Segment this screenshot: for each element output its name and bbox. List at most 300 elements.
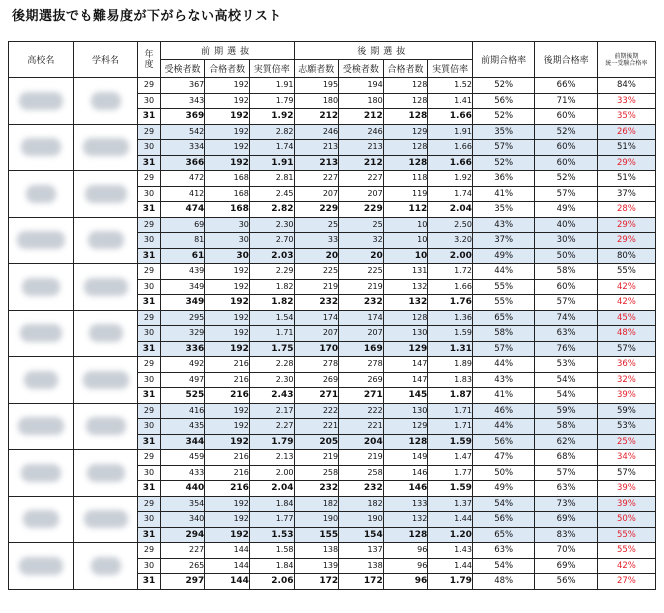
late-exam-cell: 225 xyxy=(339,264,384,280)
late-apply-cell: 271 xyxy=(294,388,339,404)
late-rate-cell: 50% xyxy=(535,248,597,264)
year-cell: 30 xyxy=(138,326,160,342)
admissions-table xyxy=(8,41,656,590)
late-ratio-cell: 1.89 xyxy=(428,357,473,373)
late-pass-cell: 10 xyxy=(383,233,428,249)
late-rate-cell: 49% xyxy=(535,202,597,218)
early-pass-cell: 216 xyxy=(205,465,250,481)
col-header-late-pass: 合格者数 xyxy=(383,60,428,78)
late-pass-cell: 132 xyxy=(383,295,428,311)
year-cell: 30 xyxy=(138,512,160,528)
early-exam-cell: 340 xyxy=(160,512,205,528)
late-apply-cell: 221 xyxy=(294,419,339,435)
school-name-cell xyxy=(9,310,74,357)
early-exam-cell: 349 xyxy=(160,295,205,311)
late-pass-cell: 128 xyxy=(383,434,428,450)
dept-name-cell xyxy=(73,357,138,404)
early-exam-cell: 492 xyxy=(160,357,205,373)
early-exam-cell: 227 xyxy=(160,543,205,559)
late-exam-cell: 190 xyxy=(339,512,384,528)
late-exam-cell: 172 xyxy=(339,574,384,590)
dept-name-cell xyxy=(73,496,138,543)
late-apply-cell: 170 xyxy=(294,341,339,357)
table-body xyxy=(9,78,656,590)
col-header-late-apply: 志願者数 xyxy=(294,60,339,78)
early-exam-cell: 412 xyxy=(160,186,205,202)
year-cell: 31 xyxy=(138,341,160,357)
late-rate-cell: 74% xyxy=(535,310,597,326)
early-exam-cell: 329 xyxy=(160,326,205,342)
late-ratio-cell: 1.66 xyxy=(428,155,473,171)
early-exam-cell: 416 xyxy=(160,403,205,419)
redacted-dept-name xyxy=(91,557,121,575)
late-pass-cell: 96 xyxy=(383,558,428,574)
early-exam-cell: 81 xyxy=(160,233,205,249)
early-exam-cell: 474 xyxy=(160,202,205,218)
early-rate-cell: 56% xyxy=(472,434,534,450)
table-row xyxy=(9,124,656,140)
early-ratio-cell: 2.28 xyxy=(249,357,294,373)
late-rate-cell: 54% xyxy=(535,388,597,404)
early-ratio-cell: 2.03 xyxy=(249,248,294,264)
redacted-school-name xyxy=(17,231,65,249)
year-cell: 31 xyxy=(138,155,160,171)
redacted-school-name xyxy=(22,278,60,296)
col-header-early-ratio: 実質倍率 xyxy=(249,60,294,78)
early-rate-cell: 52% xyxy=(472,155,534,171)
early-rate-cell: 44% xyxy=(472,357,534,373)
late-exam-cell: 182 xyxy=(339,496,384,512)
group-header-late: 後期選抜 xyxy=(294,42,472,60)
unified-rate-cell: 27% xyxy=(597,574,655,590)
late-ratio-cell: 1.59 xyxy=(428,434,473,450)
early-rate-cell: 41% xyxy=(472,186,534,202)
late-apply-cell: 219 xyxy=(294,450,339,466)
col-header-year-line1: 年 xyxy=(144,49,154,60)
early-exam-cell: 61 xyxy=(160,248,205,264)
late-apply-cell: 278 xyxy=(294,357,339,373)
year-cell: 30 xyxy=(138,465,160,481)
year-cell: 30 xyxy=(138,233,160,249)
early-pass-cell: 216 xyxy=(205,388,250,404)
late-apply-cell: 219 xyxy=(294,279,339,295)
early-rate-cell: 49% xyxy=(472,248,534,264)
late-rate-cell: 68% xyxy=(535,450,597,466)
group-header-early: 前期選抜 xyxy=(160,42,294,60)
table-row xyxy=(9,496,656,512)
early-pass-cell: 192 xyxy=(205,124,250,140)
col-header-late-ratio: 実質倍率 xyxy=(428,60,473,78)
late-pass-cell: 119 xyxy=(383,186,428,202)
late-pass-cell: 146 xyxy=(383,465,428,481)
late-exam-cell: 269 xyxy=(339,372,384,388)
late-rate-cell: 53% xyxy=(535,357,597,373)
early-rate-cell: 50% xyxy=(472,465,534,481)
early-exam-cell: 69 xyxy=(160,217,205,233)
early-rate-cell: 57% xyxy=(472,341,534,357)
redacted-school-name xyxy=(20,324,62,342)
page-title: 後期選抜でも難易度が下がらない高校リスト xyxy=(12,9,282,24)
unified-rate-cell: 34% xyxy=(597,450,655,466)
late-pass-cell: 130 xyxy=(383,403,428,419)
late-ratio-cell: 1.66 xyxy=(428,279,473,295)
unified-rate-cell: 84% xyxy=(597,78,655,94)
early-pass-cell: 168 xyxy=(205,171,250,187)
dept-name-cell xyxy=(73,264,138,311)
unified-rate-cell: 45% xyxy=(597,310,655,326)
late-rate-cell: 59% xyxy=(535,403,597,419)
late-ratio-cell: 1.59 xyxy=(428,481,473,497)
late-pass-cell: 128 xyxy=(383,140,428,156)
early-ratio-cell: 2.70 xyxy=(249,233,294,249)
unified-rate-cell: 42% xyxy=(597,295,655,311)
late-rate-cell: 63% xyxy=(535,481,597,497)
col-header-school: 高校名 xyxy=(9,42,74,78)
redacted-school-name xyxy=(26,185,56,203)
year-cell: 31 xyxy=(138,248,160,264)
early-pass-cell: 216 xyxy=(205,481,250,497)
dept-name-cell xyxy=(73,217,138,264)
early-ratio-cell: 1.74 xyxy=(249,140,294,156)
year-cell: 29 xyxy=(138,496,160,512)
early-ratio-cell: 2.30 xyxy=(249,372,294,388)
unified-rate-cell: 42% xyxy=(597,558,655,574)
school-name-cell xyxy=(9,403,74,450)
late-apply-cell: 213 xyxy=(294,155,339,171)
unified-rate-cell: 35% xyxy=(597,109,655,125)
late-apply-cell: 207 xyxy=(294,326,339,342)
late-rate-cell: 62% xyxy=(535,434,597,450)
late-pass-cell: 128 xyxy=(383,78,428,94)
late-rate-cell: 83% xyxy=(535,527,597,543)
early-pass-cell: 192 xyxy=(205,109,250,125)
early-pass-cell: 192 xyxy=(205,496,250,512)
early-ratio-cell: 2.00 xyxy=(249,465,294,481)
early-ratio-cell: 1.75 xyxy=(249,341,294,357)
late-exam-cell: 194 xyxy=(339,78,384,94)
early-pass-cell: 216 xyxy=(205,372,250,388)
early-exam-cell: 354 xyxy=(160,496,205,512)
early-ratio-cell: 2.30 xyxy=(249,217,294,233)
early-ratio-cell: 2.04 xyxy=(249,481,294,497)
table-row xyxy=(9,217,656,233)
table-row xyxy=(9,450,656,466)
late-exam-cell: 227 xyxy=(339,171,384,187)
early-pass-cell: 144 xyxy=(205,558,250,574)
early-pass-cell: 192 xyxy=(205,279,250,295)
early-pass-cell: 144 xyxy=(205,574,250,590)
early-pass-cell: 216 xyxy=(205,357,250,373)
year-cell: 29 xyxy=(138,171,160,187)
early-exam-cell: 366 xyxy=(160,155,205,171)
late-ratio-cell: 1.72 xyxy=(428,264,473,280)
unified-rate-cell: 39% xyxy=(597,481,655,497)
year-cell: 31 xyxy=(138,527,160,543)
late-pass-cell: 10 xyxy=(383,248,428,264)
early-rate-cell: 52% xyxy=(472,109,534,125)
early-ratio-cell: 1.77 xyxy=(249,512,294,528)
year-cell: 29 xyxy=(138,543,160,559)
early-ratio-cell: 1.71 xyxy=(249,326,294,342)
early-pass-cell: 192 xyxy=(205,326,250,342)
late-apply-cell: 213 xyxy=(294,140,339,156)
late-apply-cell: 229 xyxy=(294,202,339,218)
early-ratio-cell: 2.82 xyxy=(249,202,294,218)
late-pass-cell: 147 xyxy=(383,372,428,388)
late-apply-cell: 180 xyxy=(294,93,339,109)
school-name-cell xyxy=(9,450,74,497)
early-exam-cell: 343 xyxy=(160,93,205,109)
early-exam-cell: 542 xyxy=(160,124,205,140)
late-apply-cell: 25 xyxy=(294,217,339,233)
late-pass-cell: 118 xyxy=(383,171,428,187)
early-rate-cell: 63% xyxy=(472,543,534,559)
late-apply-cell: 138 xyxy=(294,543,339,559)
late-ratio-cell: 1.44 xyxy=(428,512,473,528)
late-rate-cell: 56% xyxy=(535,574,597,590)
early-rate-cell: 65% xyxy=(472,310,534,326)
late-pass-cell: 147 xyxy=(383,357,428,373)
late-apply-cell: 222 xyxy=(294,403,339,419)
early-exam-cell: 349 xyxy=(160,279,205,295)
early-exam-cell: 472 xyxy=(160,171,205,187)
late-ratio-cell: 1.66 xyxy=(428,109,473,125)
table-row xyxy=(9,310,656,326)
early-rate-cell: 57% xyxy=(472,140,534,156)
early-ratio-cell: 2.29 xyxy=(249,264,294,280)
late-pass-cell: 10 xyxy=(383,217,428,233)
late-exam-cell: 229 xyxy=(339,202,384,218)
late-exam-cell: 258 xyxy=(339,465,384,481)
early-pass-cell: 192 xyxy=(205,512,250,528)
redacted-school-name xyxy=(24,371,58,389)
late-ratio-cell: 1.52 xyxy=(428,78,473,94)
col-header-year xyxy=(138,42,160,78)
late-rate-cell: 54% xyxy=(535,372,597,388)
redacted-dept-name xyxy=(84,278,128,296)
late-rate-cell: 69% xyxy=(535,512,597,528)
late-apply-cell: 232 xyxy=(294,295,339,311)
early-exam-cell: 344 xyxy=(160,434,205,450)
early-exam-cell: 294 xyxy=(160,527,205,543)
year-cell: 30 xyxy=(138,558,160,574)
late-exam-cell: 25 xyxy=(339,217,384,233)
redacted-dept-name xyxy=(83,138,129,156)
year-cell: 31 xyxy=(138,109,160,125)
late-pass-cell: 129 xyxy=(383,341,428,357)
late-apply-cell: 195 xyxy=(294,78,339,94)
late-pass-cell: 96 xyxy=(383,543,428,559)
unified-rate-cell: 39% xyxy=(597,496,655,512)
early-rate-cell: 35% xyxy=(472,124,534,140)
early-exam-cell: 433 xyxy=(160,465,205,481)
unified-rate-cell: 48% xyxy=(597,326,655,342)
redacted-school-name xyxy=(18,417,64,435)
late-rate-cell: 57% xyxy=(535,295,597,311)
late-exam-cell: 207 xyxy=(339,326,384,342)
early-exam-cell: 265 xyxy=(160,558,205,574)
late-ratio-cell: 1.77 xyxy=(428,465,473,481)
early-ratio-cell: 1.82 xyxy=(249,295,294,311)
late-pass-cell: 132 xyxy=(383,279,428,295)
late-exam-cell: 212 xyxy=(339,109,384,125)
table-row xyxy=(9,543,656,559)
year-cell: 31 xyxy=(138,202,160,218)
table-row xyxy=(9,357,656,373)
late-apply-cell: 212 xyxy=(294,109,339,125)
late-ratio-cell: 2.04 xyxy=(428,202,473,218)
year-cell: 30 xyxy=(138,186,160,202)
early-pass-cell: 192 xyxy=(205,93,250,109)
late-pass-cell: 129 xyxy=(383,124,428,140)
late-ratio-cell: 1.47 xyxy=(428,450,473,466)
redacted-school-name xyxy=(23,510,59,528)
unified-rate-cell: 55% xyxy=(597,527,655,543)
year-cell: 30 xyxy=(138,419,160,435)
late-exam-cell: 232 xyxy=(339,481,384,497)
late-rate-cell: 60% xyxy=(535,279,597,295)
year-cell: 29 xyxy=(138,403,160,419)
late-apply-cell: 232 xyxy=(294,481,339,497)
early-ratio-cell: 2.13 xyxy=(249,450,294,466)
unified-rate-cell: 51% xyxy=(597,171,655,187)
late-ratio-cell: 2.50 xyxy=(428,217,473,233)
early-ratio-cell: 2.17 xyxy=(249,403,294,419)
redacted-dept-name xyxy=(87,464,125,482)
late-apply-cell: 155 xyxy=(294,527,339,543)
late-ratio-cell: 2.00 xyxy=(428,248,473,264)
late-pass-cell: 133 xyxy=(383,496,428,512)
year-cell: 29 xyxy=(138,310,160,326)
late-ratio-cell: 1.66 xyxy=(428,140,473,156)
early-rate-cell: 41% xyxy=(472,388,534,404)
late-apply-cell: 269 xyxy=(294,372,339,388)
col-header-late-rate: 後期合格率 xyxy=(535,42,597,78)
school-name-cell xyxy=(9,264,74,311)
late-exam-cell: 204 xyxy=(339,434,384,450)
late-rate-cell: 40% xyxy=(535,217,597,233)
year-cell: 29 xyxy=(138,357,160,373)
late-ratio-cell: 1.87 xyxy=(428,388,473,404)
late-apply-cell: 139 xyxy=(294,558,339,574)
early-rate-cell: 37% xyxy=(472,233,534,249)
late-ratio-cell: 1.31 xyxy=(428,341,473,357)
early-pass-cell: 192 xyxy=(205,155,250,171)
col-header-early-exam: 受検者数 xyxy=(160,60,205,78)
late-rate-cell: 63% xyxy=(535,326,597,342)
early-rate-cell: 49% xyxy=(472,481,534,497)
late-rate-cell: 71% xyxy=(535,93,597,109)
table-row xyxy=(9,171,656,187)
late-ratio-cell: 1.41 xyxy=(428,93,473,109)
late-apply-cell: 190 xyxy=(294,512,339,528)
late-pass-cell: 96 xyxy=(383,574,428,590)
school-name-cell xyxy=(9,171,74,218)
late-rate-cell: 73% xyxy=(535,496,597,512)
early-ratio-cell: 1.82 xyxy=(249,279,294,295)
unified-rate-cell: 53% xyxy=(597,419,655,435)
unified-rate-cell: 29% xyxy=(597,233,655,249)
early-ratio-cell: 2.43 xyxy=(249,388,294,404)
early-ratio-cell: 2.82 xyxy=(249,124,294,140)
early-ratio-cell: 1.84 xyxy=(249,496,294,512)
early-pass-cell: 168 xyxy=(205,202,250,218)
unified-rate-cell: 25% xyxy=(597,434,655,450)
early-rate-cell: 47% xyxy=(472,450,534,466)
early-pass-cell: 144 xyxy=(205,543,250,559)
late-ratio-cell: 1.44 xyxy=(428,558,473,574)
early-exam-cell: 297 xyxy=(160,574,205,590)
redacted-school-name xyxy=(21,464,61,482)
early-pass-cell: 192 xyxy=(205,295,250,311)
school-name-cell xyxy=(9,124,74,171)
late-pass-cell: 128 xyxy=(383,93,428,109)
early-rate-cell: 46% xyxy=(472,403,534,419)
late-rate-cell: 66% xyxy=(535,78,597,94)
late-apply-cell: 174 xyxy=(294,310,339,326)
early-rate-cell: 58% xyxy=(472,326,534,342)
unified-rate-cell: 42% xyxy=(597,279,655,295)
early-exam-cell: 295 xyxy=(160,310,205,326)
unified-rate-cell: 55% xyxy=(597,264,655,280)
year-cell: 29 xyxy=(138,124,160,140)
dept-name-cell xyxy=(73,124,138,171)
year-cell: 31 xyxy=(138,481,160,497)
late-ratio-cell: 1.74 xyxy=(428,186,473,202)
late-rate-cell: 60% xyxy=(535,140,597,156)
early-exam-cell: 459 xyxy=(160,450,205,466)
redacted-dept-name xyxy=(85,185,127,203)
early-ratio-cell: 2.81 xyxy=(249,171,294,187)
late-ratio-cell: 1.92 xyxy=(428,171,473,187)
school-name-cell xyxy=(9,496,74,543)
late-exam-cell: 219 xyxy=(339,450,384,466)
unified-rate-cell: 59% xyxy=(597,403,655,419)
late-pass-cell: 130 xyxy=(383,326,428,342)
late-rate-cell: 52% xyxy=(535,124,597,140)
year-cell: 31 xyxy=(138,388,160,404)
late-pass-cell: 128 xyxy=(383,109,428,125)
late-pass-cell: 112 xyxy=(383,202,428,218)
year-cell: 30 xyxy=(138,279,160,295)
table-row xyxy=(9,78,656,94)
unified-rate-cell: 55% xyxy=(597,543,655,559)
early-ratio-cell: 1.53 xyxy=(249,527,294,543)
late-apply-cell: 207 xyxy=(294,186,339,202)
col-header-early-rate: 前期合格率 xyxy=(472,42,534,78)
early-ratio-cell: 1.79 xyxy=(249,93,294,109)
late-pass-cell: 128 xyxy=(383,310,428,326)
year-cell: 31 xyxy=(138,434,160,450)
late-ratio-cell: 1.91 xyxy=(428,124,473,140)
early-rate-cell: 65% xyxy=(472,527,534,543)
col-header-late-exam: 受検者数 xyxy=(339,60,384,78)
late-ratio-cell: 1.76 xyxy=(428,295,473,311)
col-header-unified-line2: 統一受験合格率 xyxy=(605,59,648,67)
early-exam-cell: 336 xyxy=(160,341,205,357)
early-rate-cell: 35% xyxy=(472,202,534,218)
unified-rate-cell: 26% xyxy=(597,124,655,140)
late-pass-cell: 131 xyxy=(383,264,428,280)
unified-rate-cell: 57% xyxy=(597,341,655,357)
late-rate-cell: 69% xyxy=(535,558,597,574)
redacted-dept-name xyxy=(91,92,121,110)
col-header-unified-line1: 前期後期 xyxy=(614,52,639,60)
dept-name-cell xyxy=(73,403,138,450)
late-rate-cell: 57% xyxy=(535,465,597,481)
late-apply-cell: 227 xyxy=(294,171,339,187)
late-exam-cell: 174 xyxy=(339,310,384,326)
